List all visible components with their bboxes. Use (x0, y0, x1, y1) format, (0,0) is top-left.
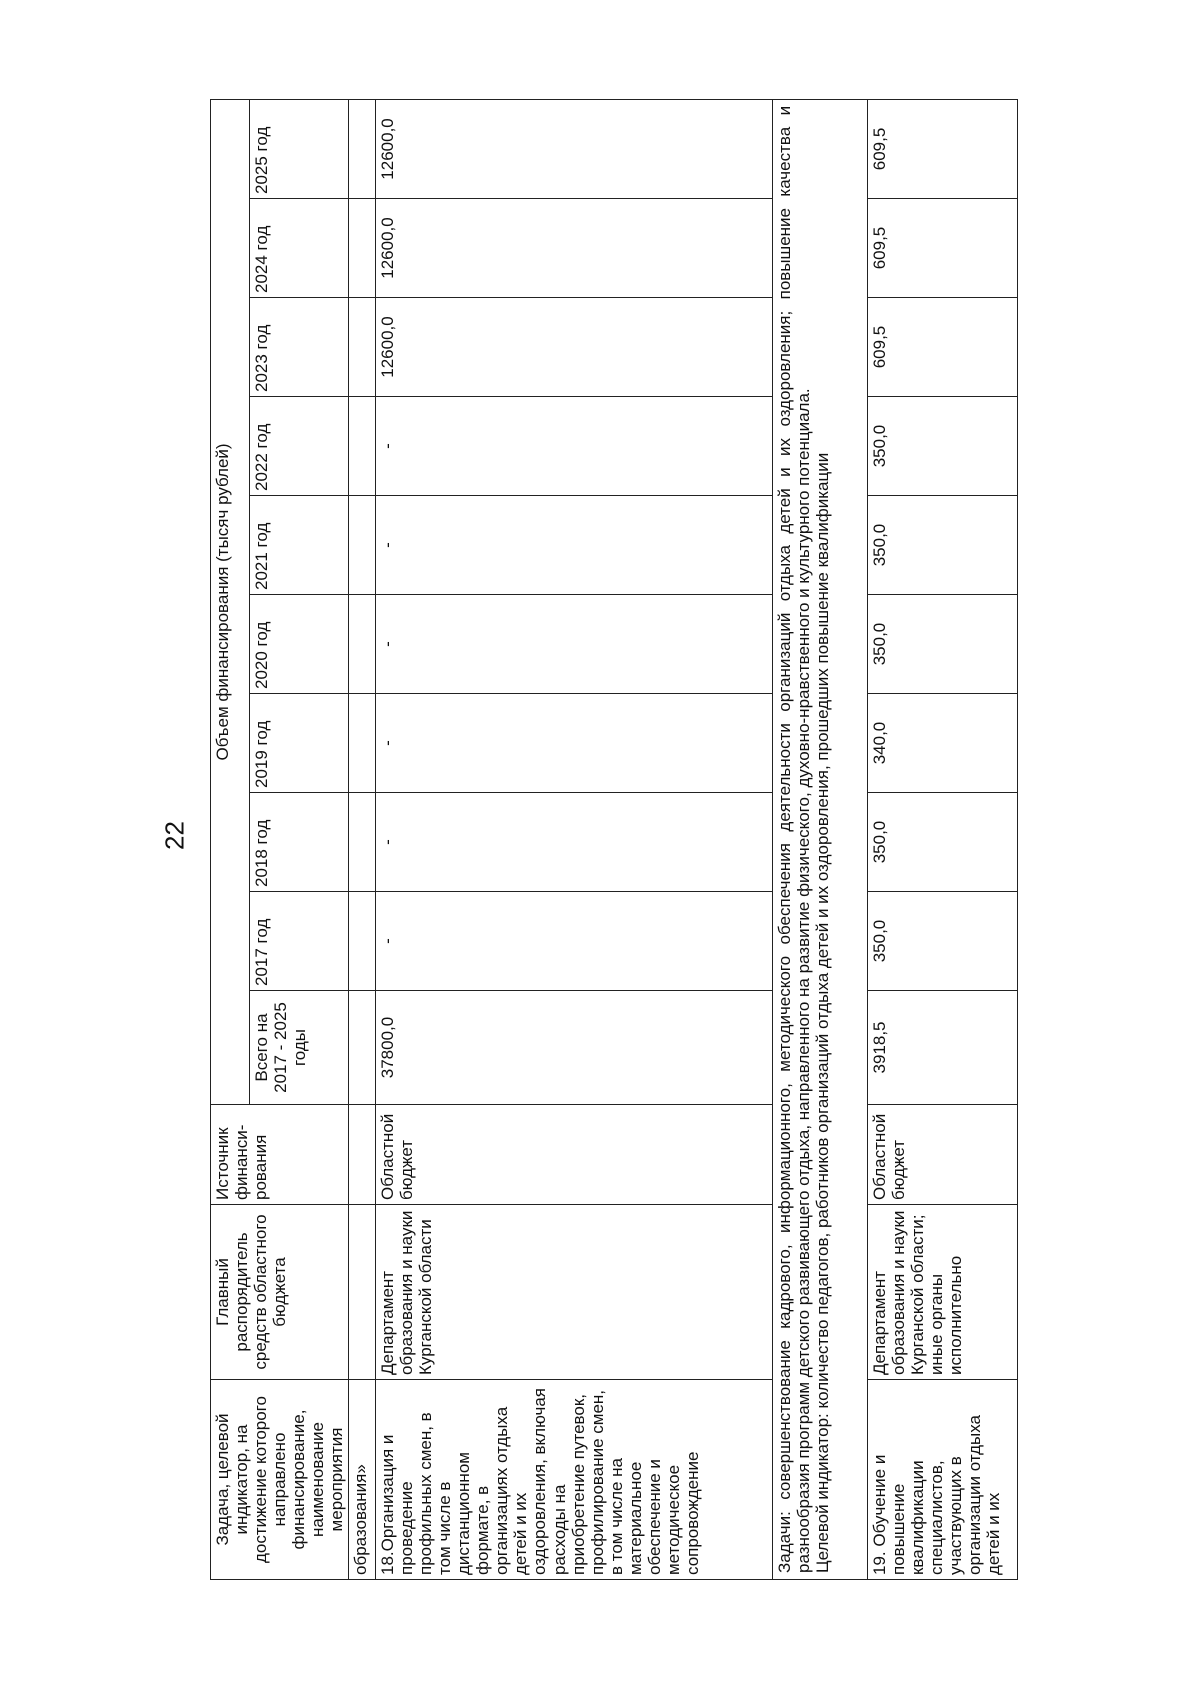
empty-cell (349, 496, 376, 595)
empty-cell (349, 793, 376, 892)
header-year: 2022 год (249, 397, 349, 496)
header-row-1 (211, 99, 250, 1579)
header-source: Источник финанси-рования (211, 1105, 349, 1205)
table-row-18 (376, 99, 773, 1579)
empty-cell (349, 694, 376, 793)
target-indicator: Целевой индикатор: количество педагогов, работников организаций отдыха детей и их оздоровления, прошедших повышение квалификации (813, 452, 833, 1573)
measure-name: 18.Организация и проведение профильных смен, в том числе в дистанционном формате, в организациях отдыха детей и их оздоровления, включая расходы на приобретение путевок, профилирование смен, в том числе на материальное обеспечение и методическое сопровождение (376, 1380, 773, 1580)
continuation-row (349, 99, 376, 1579)
header-year: 2020 год (249, 595, 349, 694)
header-funding-group: Объем финансирования (тысяч рублей) (211, 99, 250, 1104)
year-amount: 350,0 (868, 496, 1018, 595)
year-amount: 12600,0 (376, 199, 773, 298)
header-year: 2019 год (249, 694, 349, 793)
funding-source: Областной бюджет (868, 1105, 1018, 1205)
total-amount: 37800,0 (376, 991, 773, 1105)
empty-cell (349, 298, 376, 397)
empty-cell (349, 397, 376, 496)
year-amount: 12600,0 (376, 298, 773, 397)
funding-source: Областной бюджет (376, 1105, 773, 1205)
continuation-text: образования» (349, 1380, 376, 1580)
year-amount: 350,0 (868, 397, 1018, 496)
empty-cell (349, 199, 376, 298)
task-text: Задачи: совершенствование кадрового, информационного, методического обеспечения деятельности организаций отдыха детей и их оздоровления; повышение качества и разнообразия программ детского развивающего отдыха, направленного на развитие физического, духовно-нравственного и культурного потенциала. (775, 105, 814, 1573)
empty-cell (349, 1205, 376, 1380)
year-amount: - (376, 694, 773, 793)
header-year: 2018 год (249, 793, 349, 892)
year-amount: - (376, 496, 773, 595)
header-year: 2021 год (249, 496, 349, 595)
empty-cell (349, 1105, 376, 1205)
header-task: Задача, целевой индикатор, на достижение которого направлено финансирование, наименование мероприятия (211, 1380, 349, 1580)
empty-cell (349, 595, 376, 694)
empty-cell (349, 99, 376, 198)
total-amount: 3918,5 (868, 991, 1018, 1105)
year-amount: 350,0 (868, 892, 1018, 991)
header-total: Всего на 2017 - 2025 годы (249, 991, 349, 1105)
rotated-table-container (210, 105, 1150, 1580)
year-amount: 12600,0 (376, 99, 773, 198)
year-amount: 350,0 (868, 793, 1018, 892)
year-amount: 350,0 (868, 595, 1018, 694)
year-amount: 609,5 (868, 298, 1018, 397)
header-year: 2025 год (249, 99, 349, 198)
header-year: 2023 год (249, 298, 349, 397)
executor: Департамент образования и науки Курганской области (376, 1205, 773, 1380)
executor: Департамент образования и науки Курганской области; иные органы исполнительно (868, 1205, 1018, 1380)
year-amount: 340,0 (868, 694, 1018, 793)
year-amount: - (376, 397, 773, 496)
header-year: 2017 год (249, 892, 349, 991)
year-amount: - (376, 793, 773, 892)
header-year: 2024 год (249, 199, 349, 298)
empty-cell (349, 991, 376, 1105)
measure-name: 19. Обучение и повышение квалификации специалистов, участвующих в организации отдыха детей и их (868, 1380, 1018, 1580)
funding-table (210, 99, 1018, 1580)
task-row (773, 99, 868, 1579)
empty-cell (349, 892, 376, 991)
task-block (773, 99, 868, 1579)
table-row-19 (868, 99, 1018, 1579)
year-amount: 609,5 (868, 199, 1018, 298)
year-amount: - (376, 595, 773, 694)
year-amount: - (376, 892, 773, 991)
header-executor: Главный распорядитель средств областного бюджета (211, 1205, 349, 1380)
year-amount: 609,5 (868, 99, 1018, 198)
page-number: 22 (159, 821, 190, 850)
